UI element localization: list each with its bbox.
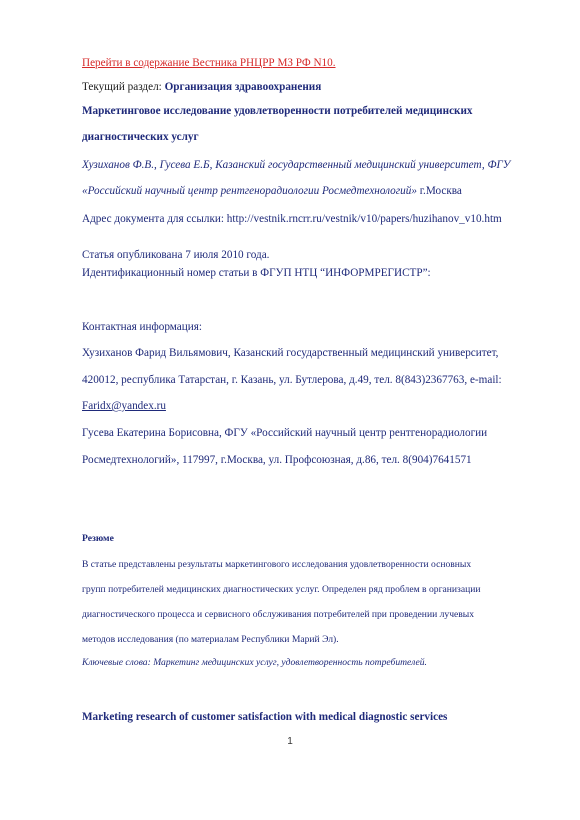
contacts-heading: Контактная информация: bbox=[82, 321, 202, 333]
back-to-contents-link[interactable]: Перейти в содержание Вестника РНЦРР МЗ РФ N10. bbox=[82, 57, 336, 69]
document-address: Адрес документа для ссылки: http://vestnik.rncrr.ru/vestnik/v10/papers/huzihanov_v10.htm bbox=[82, 213, 502, 225]
article-title-line-1: Маркетинговое исследование удовлетворенности потребителей медицинских bbox=[82, 105, 473, 117]
contact-1-line-2: 420012, республика Татарстан, г. Казань, ул. Бутлерова, д.49, тел. 8(843)2367763, e-mail: bbox=[82, 374, 502, 386]
contact-2-line-1: Гусева Екатерина Борисовна, ФГУ «Российский научный центр рентгенорадиологии bbox=[82, 427, 488, 439]
authors-line-2 bbox=[82, 184, 462, 198]
authors-line-1: Хузиханов Ф.В., Гусева Е.Б, Казанский государственный медицинский университет, ФГУ bbox=[82, 159, 511, 171]
resume-line-1: В статье представлены результаты маркетингового исследования удовлетворенности основных bbox=[82, 559, 472, 570]
contact-email-link[interactable]: Faridx@yandex.ru bbox=[82, 400, 166, 412]
current-section bbox=[82, 80, 321, 94]
section-label: Текущий раздел: bbox=[82, 81, 165, 93]
page-number: 1 bbox=[287, 736, 293, 747]
section-name: Организация здравоохранения bbox=[164, 81, 322, 93]
resume-line-3: диагностического процесса и сервисного обслуживания потребителей при проведении лучевых bbox=[82, 609, 475, 620]
contact-2-line-2: Росмедтехнологий», 117997, г.Москва, ул. Профсоюзная, д.86, тел. 8(904)7641571 bbox=[82, 454, 472, 466]
english-title: Marketing research of customer satisfaction with medical diagnostic services bbox=[82, 711, 448, 723]
keywords: Ключевые слова: Маркетинг медицинских услуг, удовлетворенность потребителей. bbox=[82, 657, 427, 668]
publication-date: Статья опубликована 7 июля 2010 года. bbox=[82, 249, 270, 261]
resume-heading: Резюме bbox=[82, 533, 114, 544]
contact-1-line-1: Хузиханов Фарид Вильямович, Казанский государственный медицинский университет, bbox=[82, 347, 499, 359]
registry-id: Идентификационный номер статьи в ФГУП НТЦ “ИНФОРМРЕГИСТР”: bbox=[82, 267, 431, 279]
resume-line-2: групп потребителей медицинских диагностических услуг. Определен ряд проблем в организации bbox=[82, 584, 481, 595]
article-title-line-2: диагностических услуг bbox=[82, 131, 199, 143]
resume-line-4: методов исследования (по материалам Республики Марий Эл). bbox=[82, 634, 339, 645]
authors-org: «Российский научный центр рентгенорадиологии Росмедтехнологий» bbox=[82, 185, 417, 197]
authors-city: г.Москва bbox=[416, 185, 462, 197]
